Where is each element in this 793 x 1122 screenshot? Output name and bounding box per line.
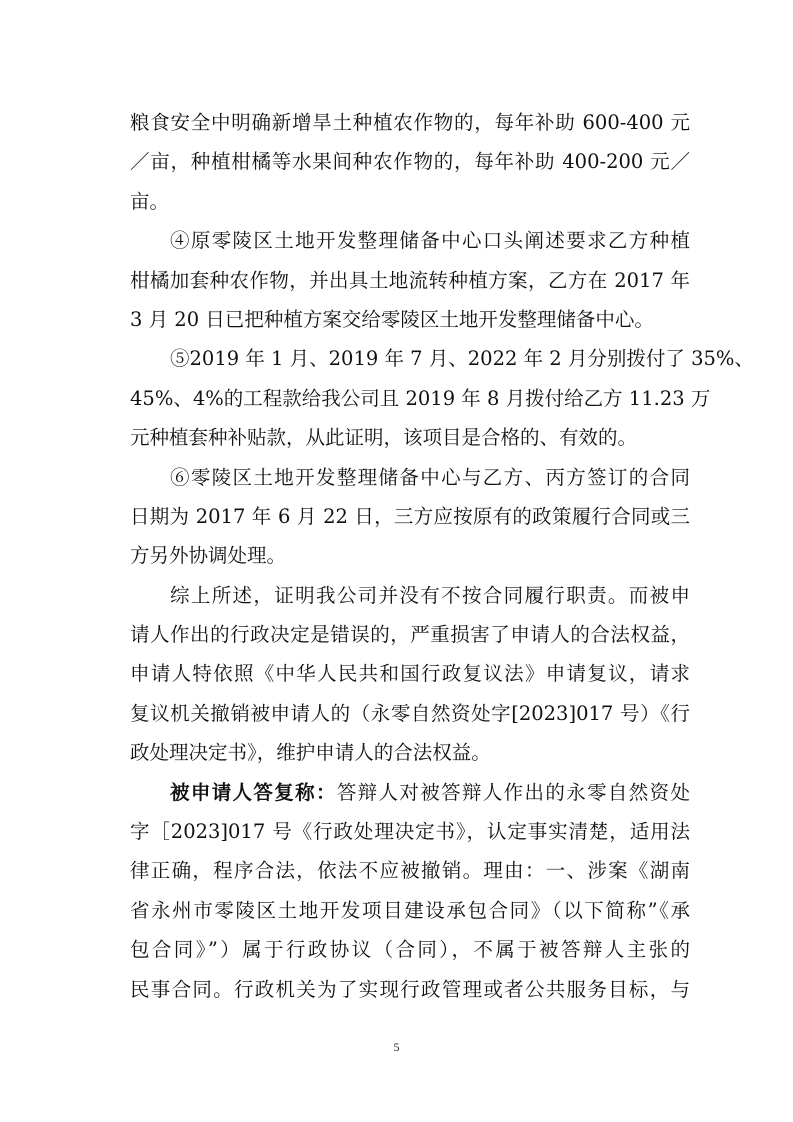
text-line	[130, 851, 690, 890]
text-line-content: 政处理决定书》，维护申请人的合法权益。	[130, 741, 491, 765]
page-number: 5	[393, 1040, 400, 1054]
text-line	[130, 300, 690, 339]
text-line-content: ⑥零陵区土地开发整理储备中心与乙方、丙方签订的合同	[170, 465, 690, 489]
text-line	[130, 182, 690, 221]
text-line-content: ／亩，种植柑橘等水果间种农作物的，每年补助 400-200 元／	[130, 150, 690, 174]
text-line	[130, 418, 690, 457]
text-line-content: ④原零陵区土地开发整理储备中心口头阐述要求乙方种植	[170, 229, 690, 253]
text-line	[130, 379, 711, 418]
text-line	[130, 773, 690, 812]
text-line	[130, 536, 690, 575]
text-line	[130, 458, 690, 497]
section-label: 被申请人答复称：	[170, 780, 337, 804]
text-line	[130, 221, 690, 260]
text-line-content: 请人作出的行政决定是错误的，严重损害了申请人的合法权益，	[130, 623, 690, 647]
text-line	[130, 103, 690, 142]
text-line	[130, 261, 690, 300]
text-line-content: 粮食安全中明确新增旱土种植农作物的，每年补助 600-400 元	[130, 111, 690, 134]
text-line-content: 3 月 20 日已把种植方案交给零陵区土地开发整理储备中心。	[130, 307, 654, 331]
text-line-content: 亩。	[130, 189, 170, 213]
text-line-content: 字［2023]017 号《行政处理决定书》，认定事实清楚，适用法	[130, 820, 690, 844]
text-line-content: ⑤2019 年 1 月、2019 年 7 月、2022 年 2 月分别拨付了 35%、	[170, 347, 754, 371]
document-body	[130, 103, 754, 1009]
text-line	[130, 970, 690, 1009]
text-line-content: 省永州市零陵区土地开发项目建设承包合同》（以下简称”《承	[130, 898, 690, 922]
text-line	[130, 339, 754, 378]
text-line	[130, 497, 690, 536]
text-line	[130, 930, 690, 969]
text-line-content: 柑橘加套种农作物，并出具土地流转种植方案，乙方在 2017 年	[130, 268, 690, 292]
text-line-content: 元种植套种补贴款，从此证明，该项目是合格的、有效的。	[130, 426, 638, 450]
text-line-content: 日期为 2017 年 6 月 22 日，三方应按原有的政策履行合同或三	[130, 504, 690, 528]
text-line	[130, 142, 690, 181]
text-line-content: 45%、4%的工程款给我公司且 2019 年 8 月拨付给乙方 11.23 万	[130, 386, 711, 410]
text-line-content: 复议机关撤销被申请人的（永零自然资处字[2023]017 号）《行	[130, 701, 690, 725]
text-line-content: 律正确，程序合法，依法不应被撤销。理由：一、涉案《湖南	[130, 859, 690, 883]
text-line-content: 申请人特依照《中华人民共和国行政复议法》申请复议，请求	[130, 662, 690, 686]
text-line-content: 民事合同。行政机关为了实现行政管理或者公共服务目标，与	[130, 977, 690, 1001]
text-line-content: 综上所述，证明我公司并没有不按合同履行职责。而被申	[170, 583, 690, 607]
text-line	[130, 733, 690, 772]
text-line	[130, 576, 690, 615]
text-line-content: 答辩人对被答辩人作出的永零自然资处	[336, 780, 690, 804]
text-line	[130, 812, 690, 851]
text-line	[130, 654, 690, 693]
text-line-content: 方另外协调处理。	[130, 544, 287, 568]
text-line	[130, 694, 690, 733]
text-line	[130, 615, 690, 654]
text-line-content: 包合同》”）属于行政协议（合同），不属于被答辩人主张的	[130, 938, 690, 962]
text-line	[130, 891, 690, 930]
